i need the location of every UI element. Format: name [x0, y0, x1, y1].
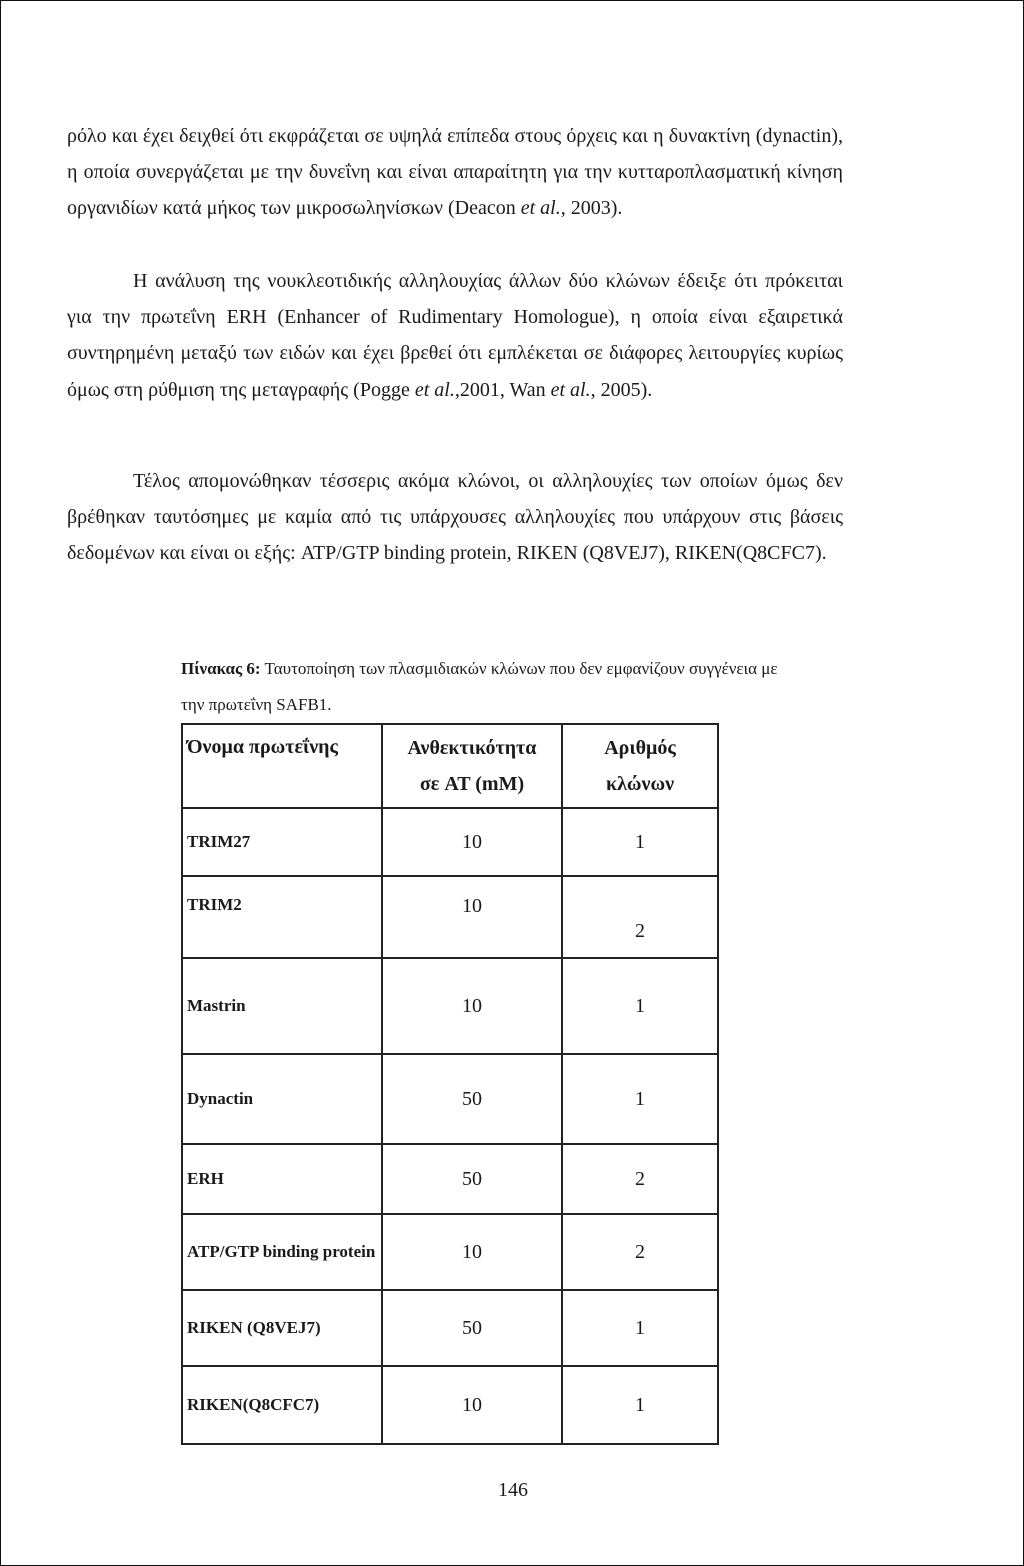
cell-protein-name: RIKEN(Q8CFC7): [182, 1366, 382, 1444]
table-row: [182, 1144, 718, 1214]
header-clone-count: [562, 724, 718, 808]
cell-resistance: 10: [382, 876, 562, 958]
cell-protein-name: ATP/GTP binding protein: [182, 1214, 382, 1290]
cell-protein-name: Dynactin: [182, 1054, 382, 1144]
paragraph-2-citation-year: , 2005).: [590, 378, 653, 401]
cell-resistance: 50: [382, 1054, 562, 1144]
cell-protein-name: RIKEN (Q8VEJ7): [182, 1290, 382, 1366]
citation-et-al: et al.: [520, 197, 561, 220]
cell-resistance: 50: [382, 1144, 562, 1214]
cell-clone-count: 1: [562, 1366, 718, 1444]
table-caption-text: Ταυτοποίηση των πλασμιδιακών κλώνων που δεν εμφανίζουν συγγένεια με την πρωτεΐνη SAFB1.: [181, 659, 778, 714]
cell-protein-name: TRIM27: [182, 808, 382, 876]
paragraph-3: [67, 463, 843, 572]
paragraph-1: [67, 118, 843, 227]
cell-clone-count: 2: [562, 876, 718, 958]
table-header-row: [182, 724, 718, 808]
cell-protein-name: ERH: [182, 1144, 382, 1214]
cell-clone-count: 1: [562, 1290, 718, 1366]
table-row: [182, 1214, 718, 1290]
citation-et-al: et al.: [414, 378, 455, 401]
clones-table: [181, 723, 719, 1445]
table-row: [182, 808, 718, 876]
cell-resistance: 50: [382, 1290, 562, 1366]
table-row: [182, 1054, 718, 1144]
paragraph-2-citation-part: ,2001, Wan: [454, 378, 551, 401]
page-number: 146: [498, 1479, 528, 1501]
cell-resistance: 10: [382, 808, 562, 876]
paragraph-2-text: Η ανάλυση της νουκλεοτιδικής αλληλουχίας άλλων δύο κλώνων έδειξε ότι πρόκειται για την πρωτεΐνη ERH (Enhancer of Rudimentary Homologue), η οποία είναι εξαιρετικά συντηρημένη μεταξύ των ειδών και έχει βρεθεί ότι εμπλέκεται σε διάφορες λειτουργίες κυρίως όμως στη ρύθμιση της μεταγραφής (Pogge: [67, 270, 843, 401]
paragraph-1-citation-year: , 2003).: [560, 197, 623, 220]
paragraph-3-text: Τέλος απομονώθηκαν τέσσερις ακόμα κλώνοι, οι αλληλουχίες των οποίων όμως δεν βρέθηκαν ταυτόσημες με καμία από τις υπάρχουσες αλληλουχίες που υπάρχουν στις βάσεις δεδομένων και είναι οι εξής: ATP/GTP binding protein, RIKEN (Q8VEJ7), RIKEN(Q8CFC7).: [67, 470, 843, 565]
cell-resistance: 10: [382, 958, 562, 1054]
cell-clone-count: 2: [562, 1214, 718, 1290]
header-clone-count-line2: κλώνων: [605, 773, 675, 795]
paragraph-2: [67, 263, 843, 408]
table-row: [182, 876, 718, 958]
cell-protein-name: TRIM2: [182, 876, 382, 958]
cell-protein-name: Mastrin: [182, 958, 382, 1054]
citation-et-al: et al.: [550, 378, 591, 401]
table-caption-label: Πίνακας 6:: [181, 659, 261, 678]
header-resistance: [382, 724, 562, 808]
cell-clone-count: 1: [562, 1054, 718, 1144]
cell-resistance: 10: [382, 1214, 562, 1290]
header-clone-count-line1: Αριθμός: [604, 737, 676, 759]
header-resistance-line1: Ανθεκτικότητα: [407, 737, 537, 759]
paragraph-1-text: ρόλο και έχει δειχθεί ότι εκφράζεται σε υψηλά επίπεδα στους όρχεις και η δυνακτίνη (dynactin), η οποία συνεργάζεται με την δυνεΐνη και είναι απαραίτητη για την κυτταροπλασματική κίνηση οργανιδίων κατά μήκος των μικροσωληνίσκων (Deacon: [67, 125, 843, 220]
table-row: [182, 1290, 718, 1366]
table-row: [182, 958, 718, 1054]
header-protein-name: Όνομα πρωτεΐνης: [182, 724, 382, 808]
table-caption: [181, 651, 801, 723]
cell-clone-count: 1: [562, 958, 718, 1054]
header-resistance-line2: σε AT (mM): [419, 773, 525, 795]
cell-clone-count: 1: [562, 808, 718, 876]
table-row: [182, 1366, 718, 1444]
cell-resistance: 10: [382, 1366, 562, 1444]
cell-clone-count: 2: [562, 1144, 718, 1214]
